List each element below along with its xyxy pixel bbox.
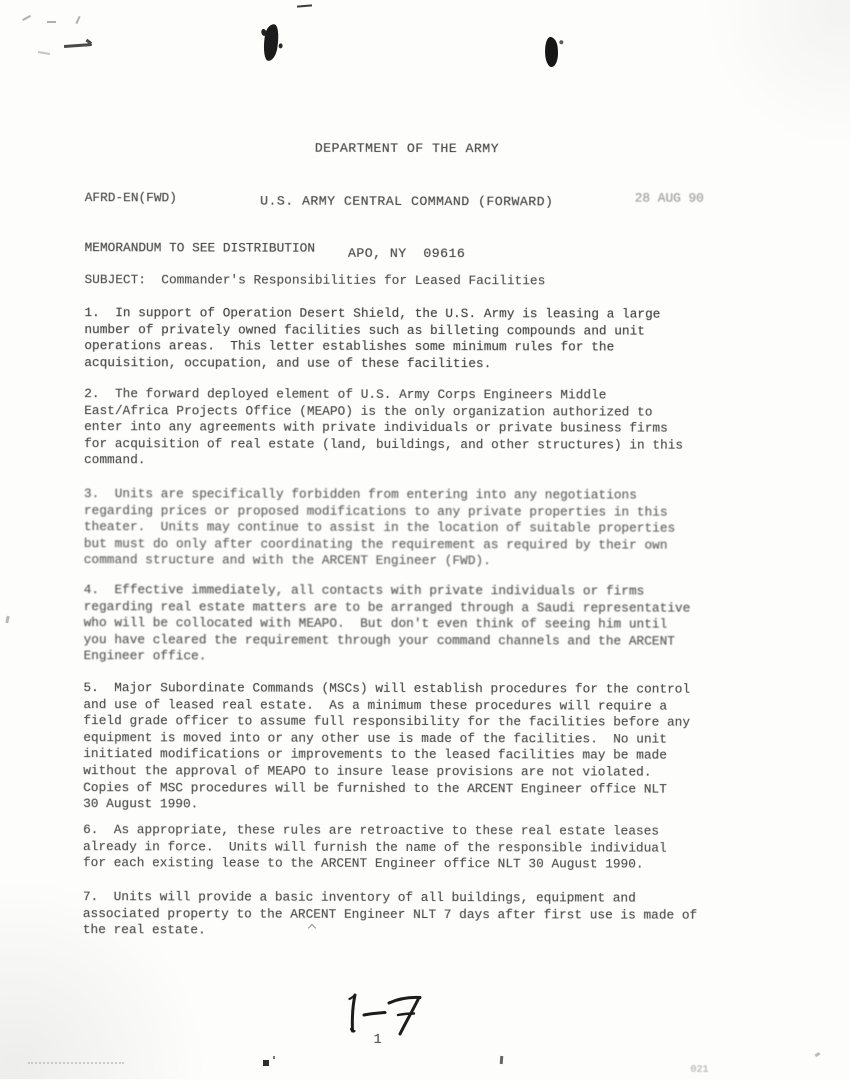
memorandum-line: MEMORANDUM TO SEE DISTRIBUTION xyxy=(84,240,316,256)
body-paragraph-5: 5. Major Subordinate Commands (MSCs) will establish procedures for the control and use of leased real estate. As a minimum these procedures will require a field grade officer to assume full responsibility for the facilities before any equipment is moved into or any other use is made of the facilities. No unit initiated modifications or improvements to the leased facilities may be made without the approval of MEAPO to insure lease provisions are not violated. Copies of MSC procedures will be furnished to the ARCENT Engineer office NLT 30 August 1990. xyxy=(83,680,691,812)
subject-line: SUBJECT: Commander's Responsibilities for Leased Facilities xyxy=(84,272,546,289)
body-paragraph-4: 4. Effective immediately, all contacts with private individuals or firms regarding real estate matters are to be arranged through a Saudi representative who will be collocated with MEAPO. But don't even think of seeing him until you have cleared the requirement through your command channels and the ARCENT Engineer office. xyxy=(83,582,691,664)
footer-artifact-text: 021 xyxy=(690,1064,709,1076)
body-paragraph-6: 6. As appropriate, these rules are retroactive to these real estate leases already in force. Units will furnish the name of the responsible individual for each existing lease to the ARCENT Engineer office NLT 30 August 1990. xyxy=(82,822,667,872)
body-paragraph-3: 3. Units are specifically forbidden from entering into any negotiations regarding prices or proposed modifications to any private properties in this theater. Units may continue to assist in the location of suitable properties but must do only after coordinating the requirement as required by their own command structure and with the ARCENT Engineer (FWD). xyxy=(83,486,676,569)
handwriting-strokes xyxy=(340,988,444,1040)
letterhead-line-command: U.S. ARMY CENTRAL COMMAND (FORWARD) xyxy=(260,193,554,209)
handwritten-page-range xyxy=(340,988,444,1040)
office-symbol: AFRD-EN(FWD) xyxy=(84,190,177,206)
body-paragraph-1: 1. In support of Operation Desert Shield, the U.S. Army is leasing a large number of privately owned facilities such as billeting compounds and unit operations areas. This letter establishes some minimum rules for the acquisition, occupation, and use of these facilities. xyxy=(84,305,661,371)
page-number: 1 xyxy=(373,1032,382,1048)
letterhead-line-department: DEPARTMENT OF THE ARMY xyxy=(314,140,500,157)
body-paragraph-2: 2. The forward deployed element of U.S. Army Corps Engineers Middle East/Africa Projects Office (MEAPO) is the only organization authorized to enter into any agreements with private individuals or private business firms for acquisition of real estate (land, buildings, and other structures) in this command. xyxy=(84,386,684,468)
letterhead-line-apo: APO, NY 09616 xyxy=(347,245,466,262)
date-stamp: 28 AUG 90 xyxy=(634,190,704,206)
body-paragraph-7: 7. Units will provide a basic inventory of all buildings, equipment and associated property to the ARCENT Engineer NLT 7 days after first use is made of the real estate. xyxy=(82,889,698,938)
